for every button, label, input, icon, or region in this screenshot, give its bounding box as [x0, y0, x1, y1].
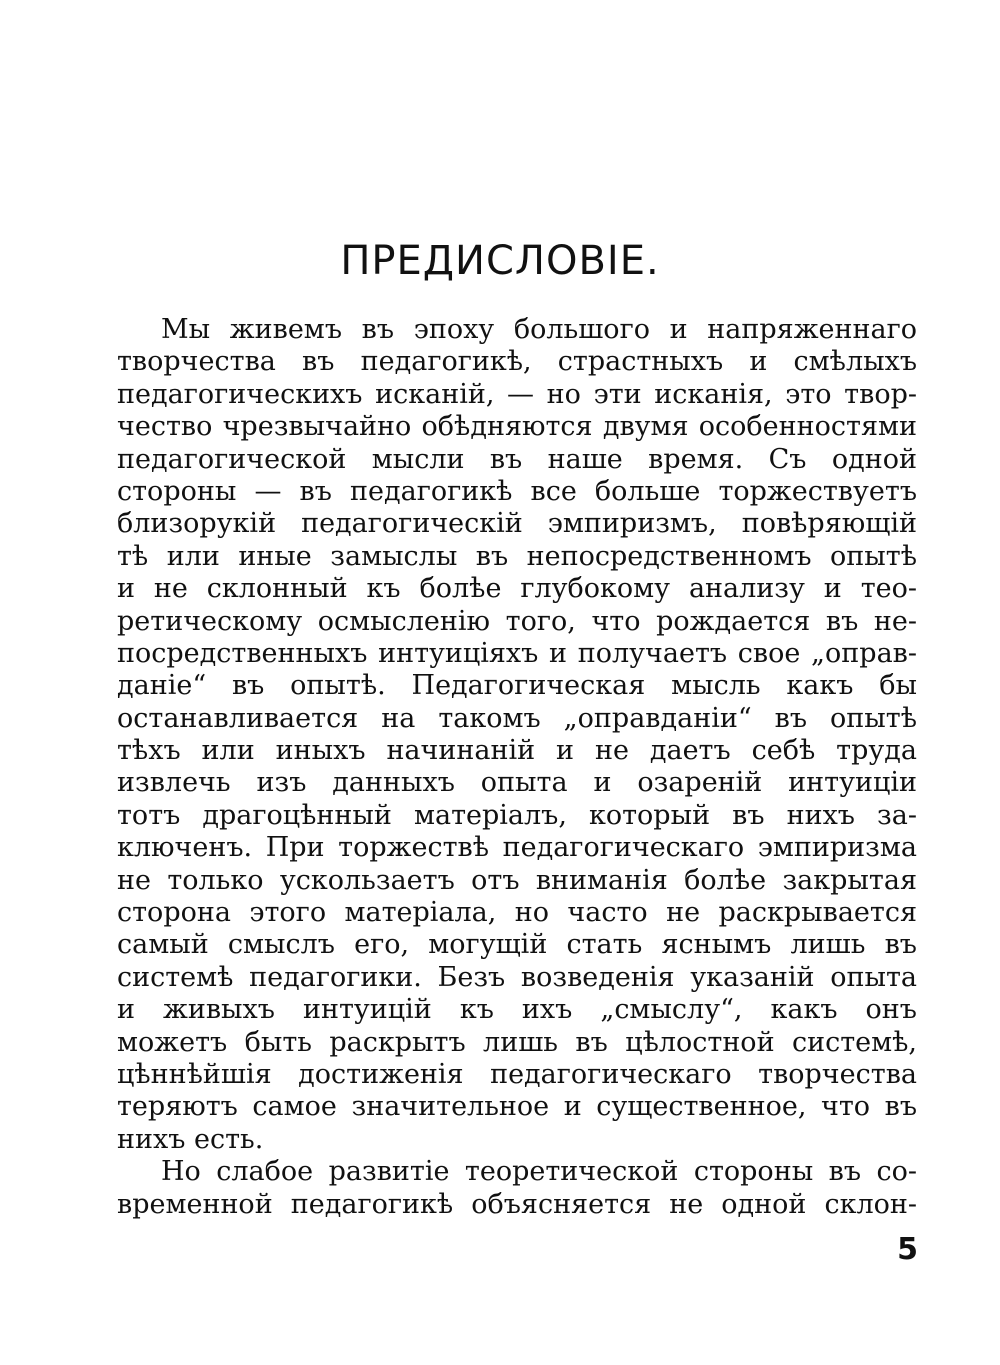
text-line: временной педагогикѣ объясняется не одной склон- — [117, 1188, 917, 1220]
text-line: Но слабое развитіе теоретической стороны въ со- — [161, 1156, 917, 1188]
text-line: ретическому осмысленію того, что рождается въ не- — [117, 605, 917, 637]
text-line: педагогическихъ исканій, — но эти исканія, это твор- — [117, 378, 917, 410]
text-line: и не склонный къ болѣе глубокому анализу и тео- — [117, 573, 917, 605]
page-number: 5 — [897, 1232, 918, 1267]
text-line: системѣ педагогики. Безъ возведенія указаній опыта — [117, 961, 917, 993]
text-line: и живыхъ интуицій къ ихъ „смыслу“, какъ онъ — [117, 994, 917, 1026]
text-line: тѣ или иные замыслы въ непосредственномъ опытѣ — [117, 540, 917, 572]
text-line: творчества въ педагогикѣ, страстныхъ и смѣлыхъ — [117, 346, 917, 378]
text-line: сторона этого матеріала, но часто не раскрывается — [117, 897, 917, 929]
text-line: можетъ быть раскрытъ лишь въ цѣлостной системѣ, — [117, 1026, 917, 1058]
text-line: останавливается на такомъ „оправданіи“ въ опытѣ — [117, 702, 917, 734]
text-line: стороны — въ педагогикѣ все больше торжествуетъ — [117, 475, 917, 507]
text-line: педагогической мысли въ наше время. Съ одной — [117, 443, 917, 475]
text-line: ключенъ. При торжествѣ педагогическаго эмпиризма — [117, 832, 917, 864]
text-line: чество чрезвычайно обѣдняются двумя особенностями — [117, 411, 917, 443]
text-line: самый смыслъ его, могущій стать яснымъ лишь въ — [117, 929, 917, 961]
text-line: нихъ есть. — [117, 1123, 264, 1155]
text-line: посредственныхъ интуиціяхъ и получаетъ свое „оправ- — [117, 637, 917, 669]
page-title: ПРЕДИСЛОВІЕ. — [340, 238, 660, 284]
text-line: близорукій педагогическій эмпиризмъ, повѣряющій — [117, 508, 917, 540]
text-line: тотъ драгоцѣнный матеріалъ, который въ нихъ за- — [117, 799, 917, 831]
text-line: Мы живемъ въ эпоху большого и напряженнаго — [161, 314, 917, 345]
body-text — [117, 314, 917, 1221]
text-line: теряютъ самое значительное и существенное, что въ — [117, 1091, 917, 1123]
text-line: не только ускользаетъ отъ вниманія болѣе закрытая — [117, 864, 917, 896]
text-line: тѣхъ или иныхъ начинаній и не даетъ себѣ труда — [117, 735, 917, 767]
text-line: цѣннѣйшія достиженія педагогическаго творчества — [117, 1058, 917, 1090]
text-line: даніе“ въ опытѣ. Педагогическая мысль какъ бы — [117, 670, 917, 702]
text-line: извлечь изъ данныхъ опыта и озареній интуиціи — [117, 767, 917, 799]
